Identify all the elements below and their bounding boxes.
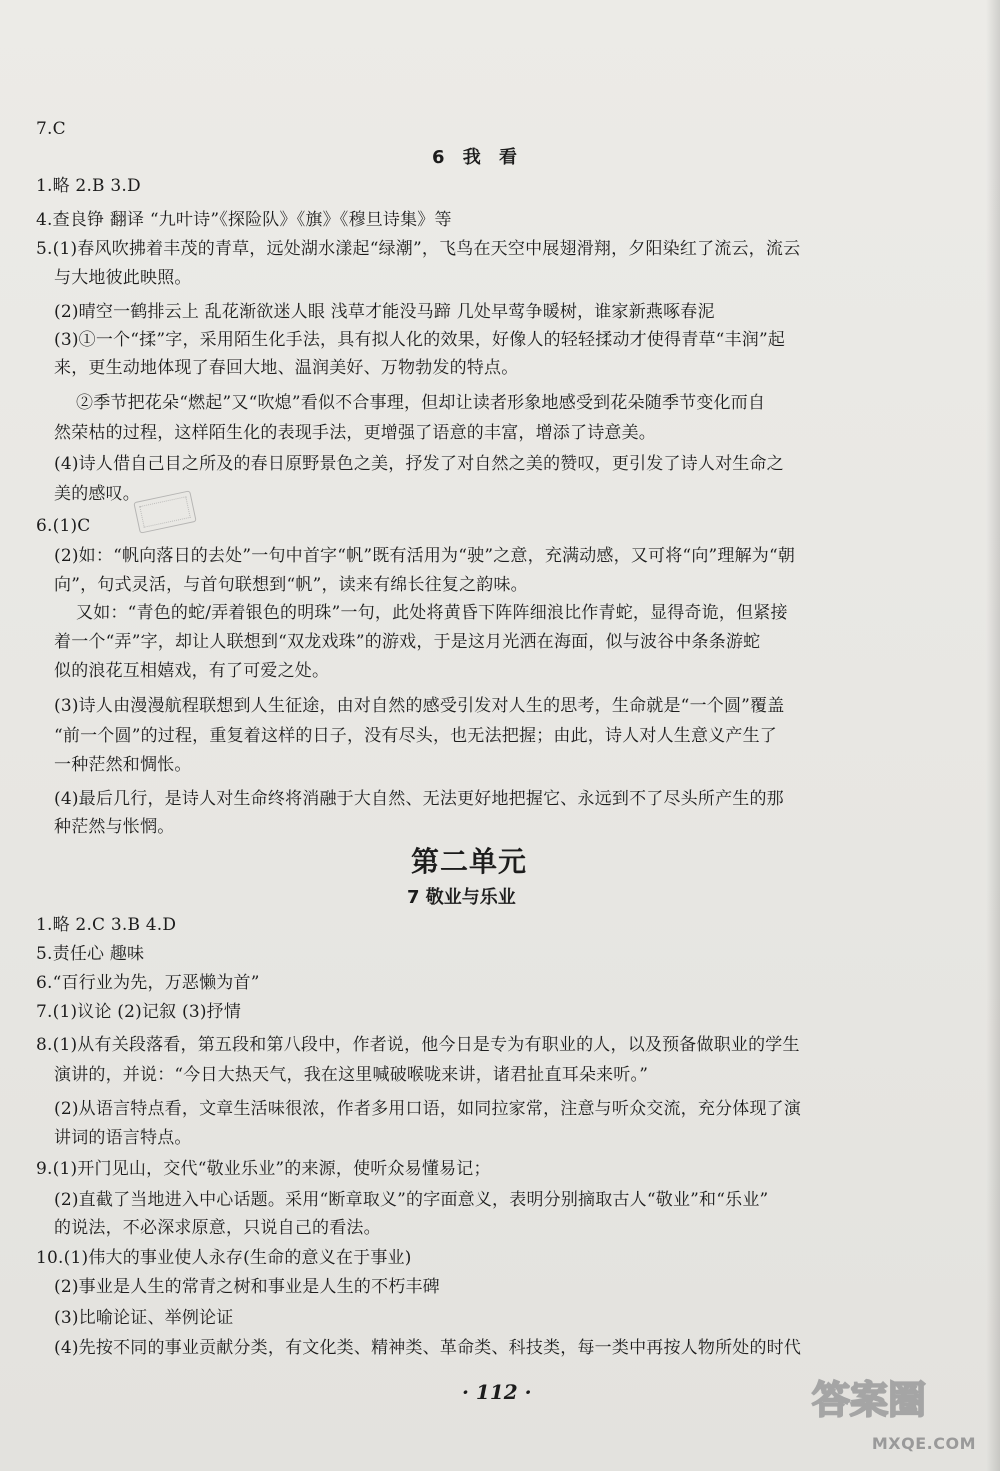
answer-line: (3)①一个“揉”字，采用陌生化手法，具有拟人化的效果，好像人的轻轻揉动才使得青草“丰润”起 xyxy=(54,330,786,350)
svg-text:答案圈: 答案圈 xyxy=(812,1378,927,1422)
page-number: · 112 · xyxy=(462,1380,532,1404)
answer-line: 种茫然与怅惘。 xyxy=(54,817,175,837)
answer-line: 美的感叹。 xyxy=(54,484,140,504)
answer-line: ②季节把花朵“燃起”又“吹熄”看似不合事理，但却让读者形象地感受到花朵随季节变化而自 xyxy=(76,393,766,413)
answer-line: 演讲的，并说：“今日大热天气，我在这里喊破喉咙来讲，诸君扯直耳朵来听。” xyxy=(54,1065,649,1085)
watermark-site: MXQE.COM xyxy=(871,1434,976,1453)
watermark xyxy=(806,1373,976,1453)
answer-line: 1.略 2.C 3.B 4.D xyxy=(36,915,177,935)
answer-line: 9.(1)开门见山，交代“敬业乐业”的来源，使听众易懂易记； xyxy=(36,1159,491,1179)
answer-line: 7.C xyxy=(36,119,66,139)
answer-line: (4)诗人借自己目之所及的春日原野景色之美，抒发了对自然之美的赞叹，更引发了诗人对生命之 xyxy=(54,454,784,474)
answer-line: (3)诗人由漫漫航程联想到人生征途，由对自然的感受引发对人生的思考，生命就是“一个圆”覆盖 xyxy=(54,696,785,716)
answer-line: 向”，句式灵活，与首句联想到“帆”，读来有绵长往复之韵味。 xyxy=(54,575,528,595)
answer-line: 8.(1)从有关段落看，第五段和第八段中，作者说，他今日是专为有职业的人，以及预备做职业的学生 xyxy=(36,1035,800,1055)
lesson-7-title: 7 敬业与乐业 xyxy=(407,887,516,908)
answer-line: 5.(1)春风吹拂着丰茂的青草，远处湖水漾起“绿潮”，飞鸟在天空中展翅滑翔，夕阳染红了流云，流云 xyxy=(36,239,801,259)
answer-line: (2)事业是人生的常青之树和事业是人生的不朽丰碑 xyxy=(54,1277,440,1297)
answer-line: “前一个圆”的过程，重复着这样的日子，没有尽头，也无法把握；由此，诗人对人生意义产生了 xyxy=(54,726,777,746)
answer-line: 着一个“弄”字，却让人联想到“双龙戏珠”的游戏，于是这月光洒在海面，似与波谷中条条游蛇 xyxy=(54,632,761,652)
answer-line: 讲词的语言特点。 xyxy=(54,1128,192,1148)
answer-line: (3)比喻论证、举例论证 xyxy=(54,1308,234,1328)
answer-line: (4)最后几行，是诗人对生命终将消融于大自然、无法更好地把握它、永远到不了尽头所产生的那 xyxy=(54,789,784,809)
answer-line: (2)直截了当地进入中心话题。采用“断章取义”的字面意义，表明分别摘取古人“敬业”和“乐业” xyxy=(54,1190,769,1210)
answer-line: 10.(1)伟大的事业使人永存(生命的意义在于事业) xyxy=(36,1248,412,1268)
answer-line: (4)先按不同的事业贡献分类，有文化类、精神类、革命类、科技类，每一类中再按人物所处的时代 xyxy=(54,1338,802,1358)
answer-line: 7.(1)议论 (2)记叙 (3)抒情 xyxy=(36,1002,242,1022)
answer-line: 4.查良铮 翻译 “九叶诗”《探险队》《旗》《穆旦诗集》等 xyxy=(36,210,452,230)
unit-2-title: 第二单元 xyxy=(411,845,528,878)
answer-line: 一种茫然和惆怅。 xyxy=(54,755,192,775)
answer-line: 1.略 2.B 3.D xyxy=(36,176,141,196)
answer-line: 似的浪花互相嬉戏，有了可爱之处。 xyxy=(54,661,330,681)
stamp-mark xyxy=(133,490,196,533)
answer-line: 然荣枯的过程，这样陌生化的表现手法，更增强了语意的丰富，增添了诗意美。 xyxy=(54,423,656,443)
watermark-logo-icon xyxy=(806,1373,976,1423)
answer-line: 6.“百行业为先，万恶懒为首” xyxy=(36,973,260,993)
answer-line: 的说法，不必深求原意，只说自己的看法。 xyxy=(54,1218,381,1238)
page-edge-shadow xyxy=(986,0,1000,1471)
answer-line: 来，更生动地体现了春回大地、温润美好、万物勃发的特点。 xyxy=(54,358,519,378)
answer-line: (2)从语言特点看，文章生活味很浓，作者多用口语，如同拉家常，注意与听众交流，充分体现了演 xyxy=(54,1099,802,1119)
answer-line: 5.责任心 趣味 xyxy=(36,944,145,964)
answer-line: 6.(1)C xyxy=(36,516,91,536)
answer-line: (2)晴空一鹤排云上 乱花渐欲迷人眼 浅草才能没马蹄 几处早莺争暖树，谁家新燕啄春泥 xyxy=(54,302,715,322)
answer-line: 又如：“青色的蛇/弄着银色的明珠”一句，此处将黄昏下阵阵细浪比作青蛇，显得奇诡，但紧接 xyxy=(76,603,788,623)
answer-line: (2)如：“帆向落日的去处”一句中首字“帆”既有活用为“驶”之意，充满动感，又可将“向”理解为“朝 xyxy=(54,546,796,566)
answer-line: 与大地彼此映照。 xyxy=(54,268,192,288)
lesson-6-title: 6 我 看 xyxy=(432,147,524,168)
